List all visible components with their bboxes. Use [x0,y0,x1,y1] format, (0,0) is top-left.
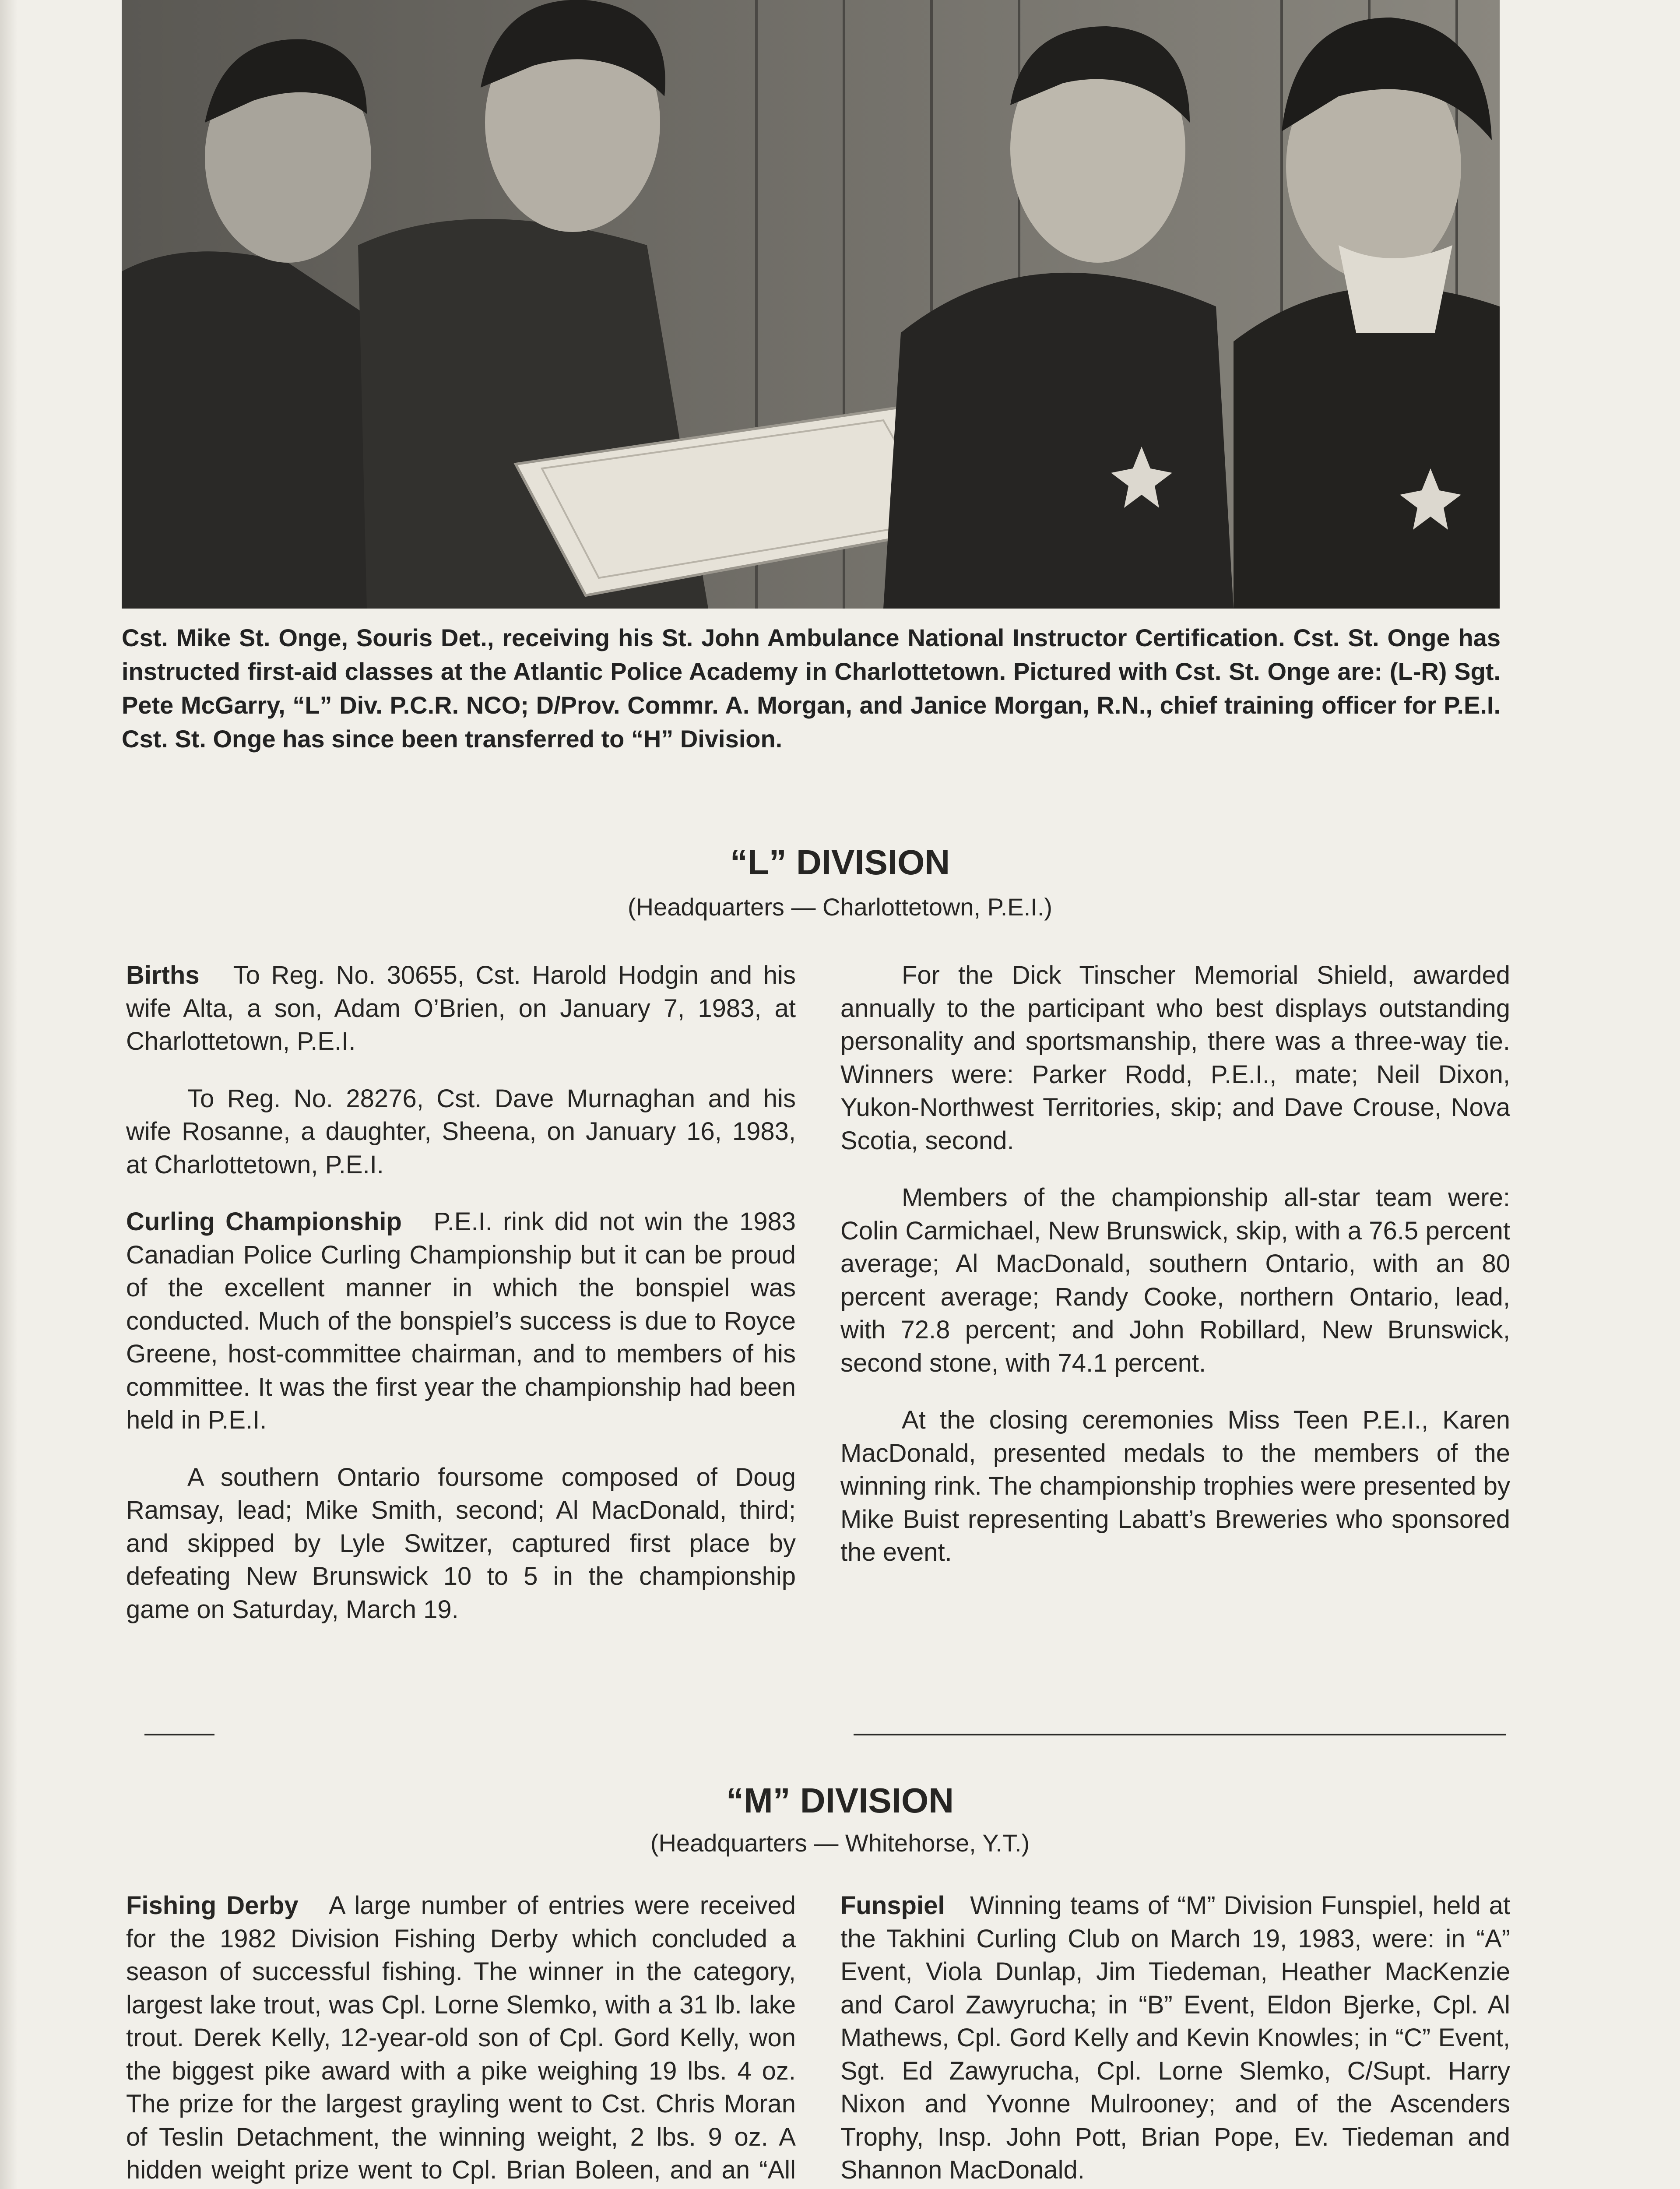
curling-paragraph-2: A southern Ontario foursome composed of Doug Ramsay, lead; Mike Smith, second; Al MacDonald, third; and skipped by Lyle Switzer, captured first place by defeating New Brunswick 10 to 5 in the championship game on Saturday, March 19. [126,1463,796,1624]
curling-heading: Curling Championship [126,1207,402,1236]
page-edge-shadow [0,0,18,2189]
births-paragraph-2: To Reg. No. 28276, Cst. Dave Murnaghan and his wife Rosanne, a daughter, Sheena, on January 16, 1983, at Charlottetown, P.E.I. [126,1084,796,1179]
m-division-left-column [126,1889,796,2189]
l-division-subtitle: (Headquarters — Charlottetown, P.E.I.) [627,893,1053,921]
l-division-right-column [840,959,1510,1593]
closing-ceremonies-paragraph: At the closing ceremonies Miss Teen P.E.I., Karen MacDonald, presented medals to the members of the winning rink. The championship trophies were presented by Mike Buist representing Labatt’s Breweries who sponsored the event. [840,1406,1510,1566]
photo-caption: Cst. Mike St. Onge, Souris Det., receiving his St. John Ambulance National Instructor Certification. Cst. St. Onge has instructed first-aid classes at the Atlantic Police Academy in Charlottetown. Pictured with Cst. St. Onge are: (L-R) Sgt. Pete McGarry, “L” Div. P.C.R. NCO; D/Prov. Commr. A. Morgan, and Janice Morgan, R.N., chief training officer for P.E.I. Cst. St. Onge has since been transferred to “H” Division. [122,624,1501,753]
funspiel-paragraph [840,1889,1510,2187]
ceremony-photo [122,0,1500,609]
funspiel-text: Winning teams of “M” Division Funspiel, held at the Takhini Curling Club on March 19, 1983, were: in “A” Event, Viola Dunlap, Jim Tiedeman, Heather MacKenzie and Carol Zawyrucha; in “B” Event, Eldon Bjerke, Cpl. Al Mathews, Cpl. Gord Kelly and Kevin Knowles; in “C” Event, Sgt. Ed Zawyrucha, Cpl. Lorne Slemko, C/Supt. Harry Nixon and Yvonne Mulrooney; and of the Ascenders Trophy, Insp. John Pott, Brian Pope, Ev. Tiedeman and Shannon MacDonald. [840,1891,1511,2184]
funspiel-heading: Funspiel [840,1891,945,1920]
l-division-left-column [126,959,796,1650]
section-divider-left [144,1734,214,1735]
section-divider-right [854,1734,1506,1735]
all-star-paragraph: Members of the championship all-star team were: Colin Carmichael, New Brunswick, skip, with a 76.5 percent average; Al MacDonald, southern Ontario, with an 80 percent average; Randy Cooke, northern Ontario, lead, with 72.8 percent; and John Robillard, New Brunswick, second stone, with 74.1 percent. [840,1183,1510,1377]
l-division-title: “L” DIVISION [730,843,950,882]
births-paragraph-1 [126,959,796,1058]
curling-text-1: P.E.I. rink did not win the 1983 Canadian Police Curling Championship but it can be proud of the excellent manner in which the bonspiel was conducted. Much of the bonspiel’s success is due to Royce Greene, host-committee chairman, and to members of his committee. It was the first year the championship had been held in P.E.I. [126,1207,796,1434]
shield-paragraph: For the Dick Tinscher Memorial Shield, awarded annually to the participant who best displays outstanding personality and sportsmanship, there was a three-way tie. Winners were: Parker Rodd, P.E.I., mate; Neil Dixon, Yukon-Northwest Territories, skip; and Dave Crouse, Nova Scotia, second. [840,961,1510,1155]
births-text-1: To Reg. No. 30655, Cst. Harold Hodgin and his wife Alta, a son, Adam O’Brien, on January 7, 1983, at Charlottetown, P.E.I. [126,961,796,1056]
fishing-derby-heading: Fishing Derby [126,1891,299,1920]
curling-paragraph-1 [126,1205,796,1437]
m-division-right-column [840,1889,1510,2189]
births-heading: Births [126,961,200,989]
fishing-derby-text: A large number of entries were received for the 1982 Division Fishing Derby which concluded a season of successful fishing. The winner in the category, largest lake trout, was Cpl. Lorne Slemko, with a 31 lb. lake trout. Derek Kelly, 12-year-old son of Cpl. Gord Kelly, won the biggest pike award with a pike weighing 19 lbs. 4 oz. The prize for the largest grayling went to Cst. Chris Moran of Teslin Detachment, the winning weight, 2 lbs. 9 oz. A hidden weight prize went to Cpl. Brian Boleen, and an “All [126,1891,796,2184]
m-division-title: “M” DIVISION [726,1781,954,1820]
fishing-derby-paragraph [126,1889,796,2189]
m-division-subtitle: (Headquarters — Whitehorse, Y.T.) [650,1829,1030,1857]
